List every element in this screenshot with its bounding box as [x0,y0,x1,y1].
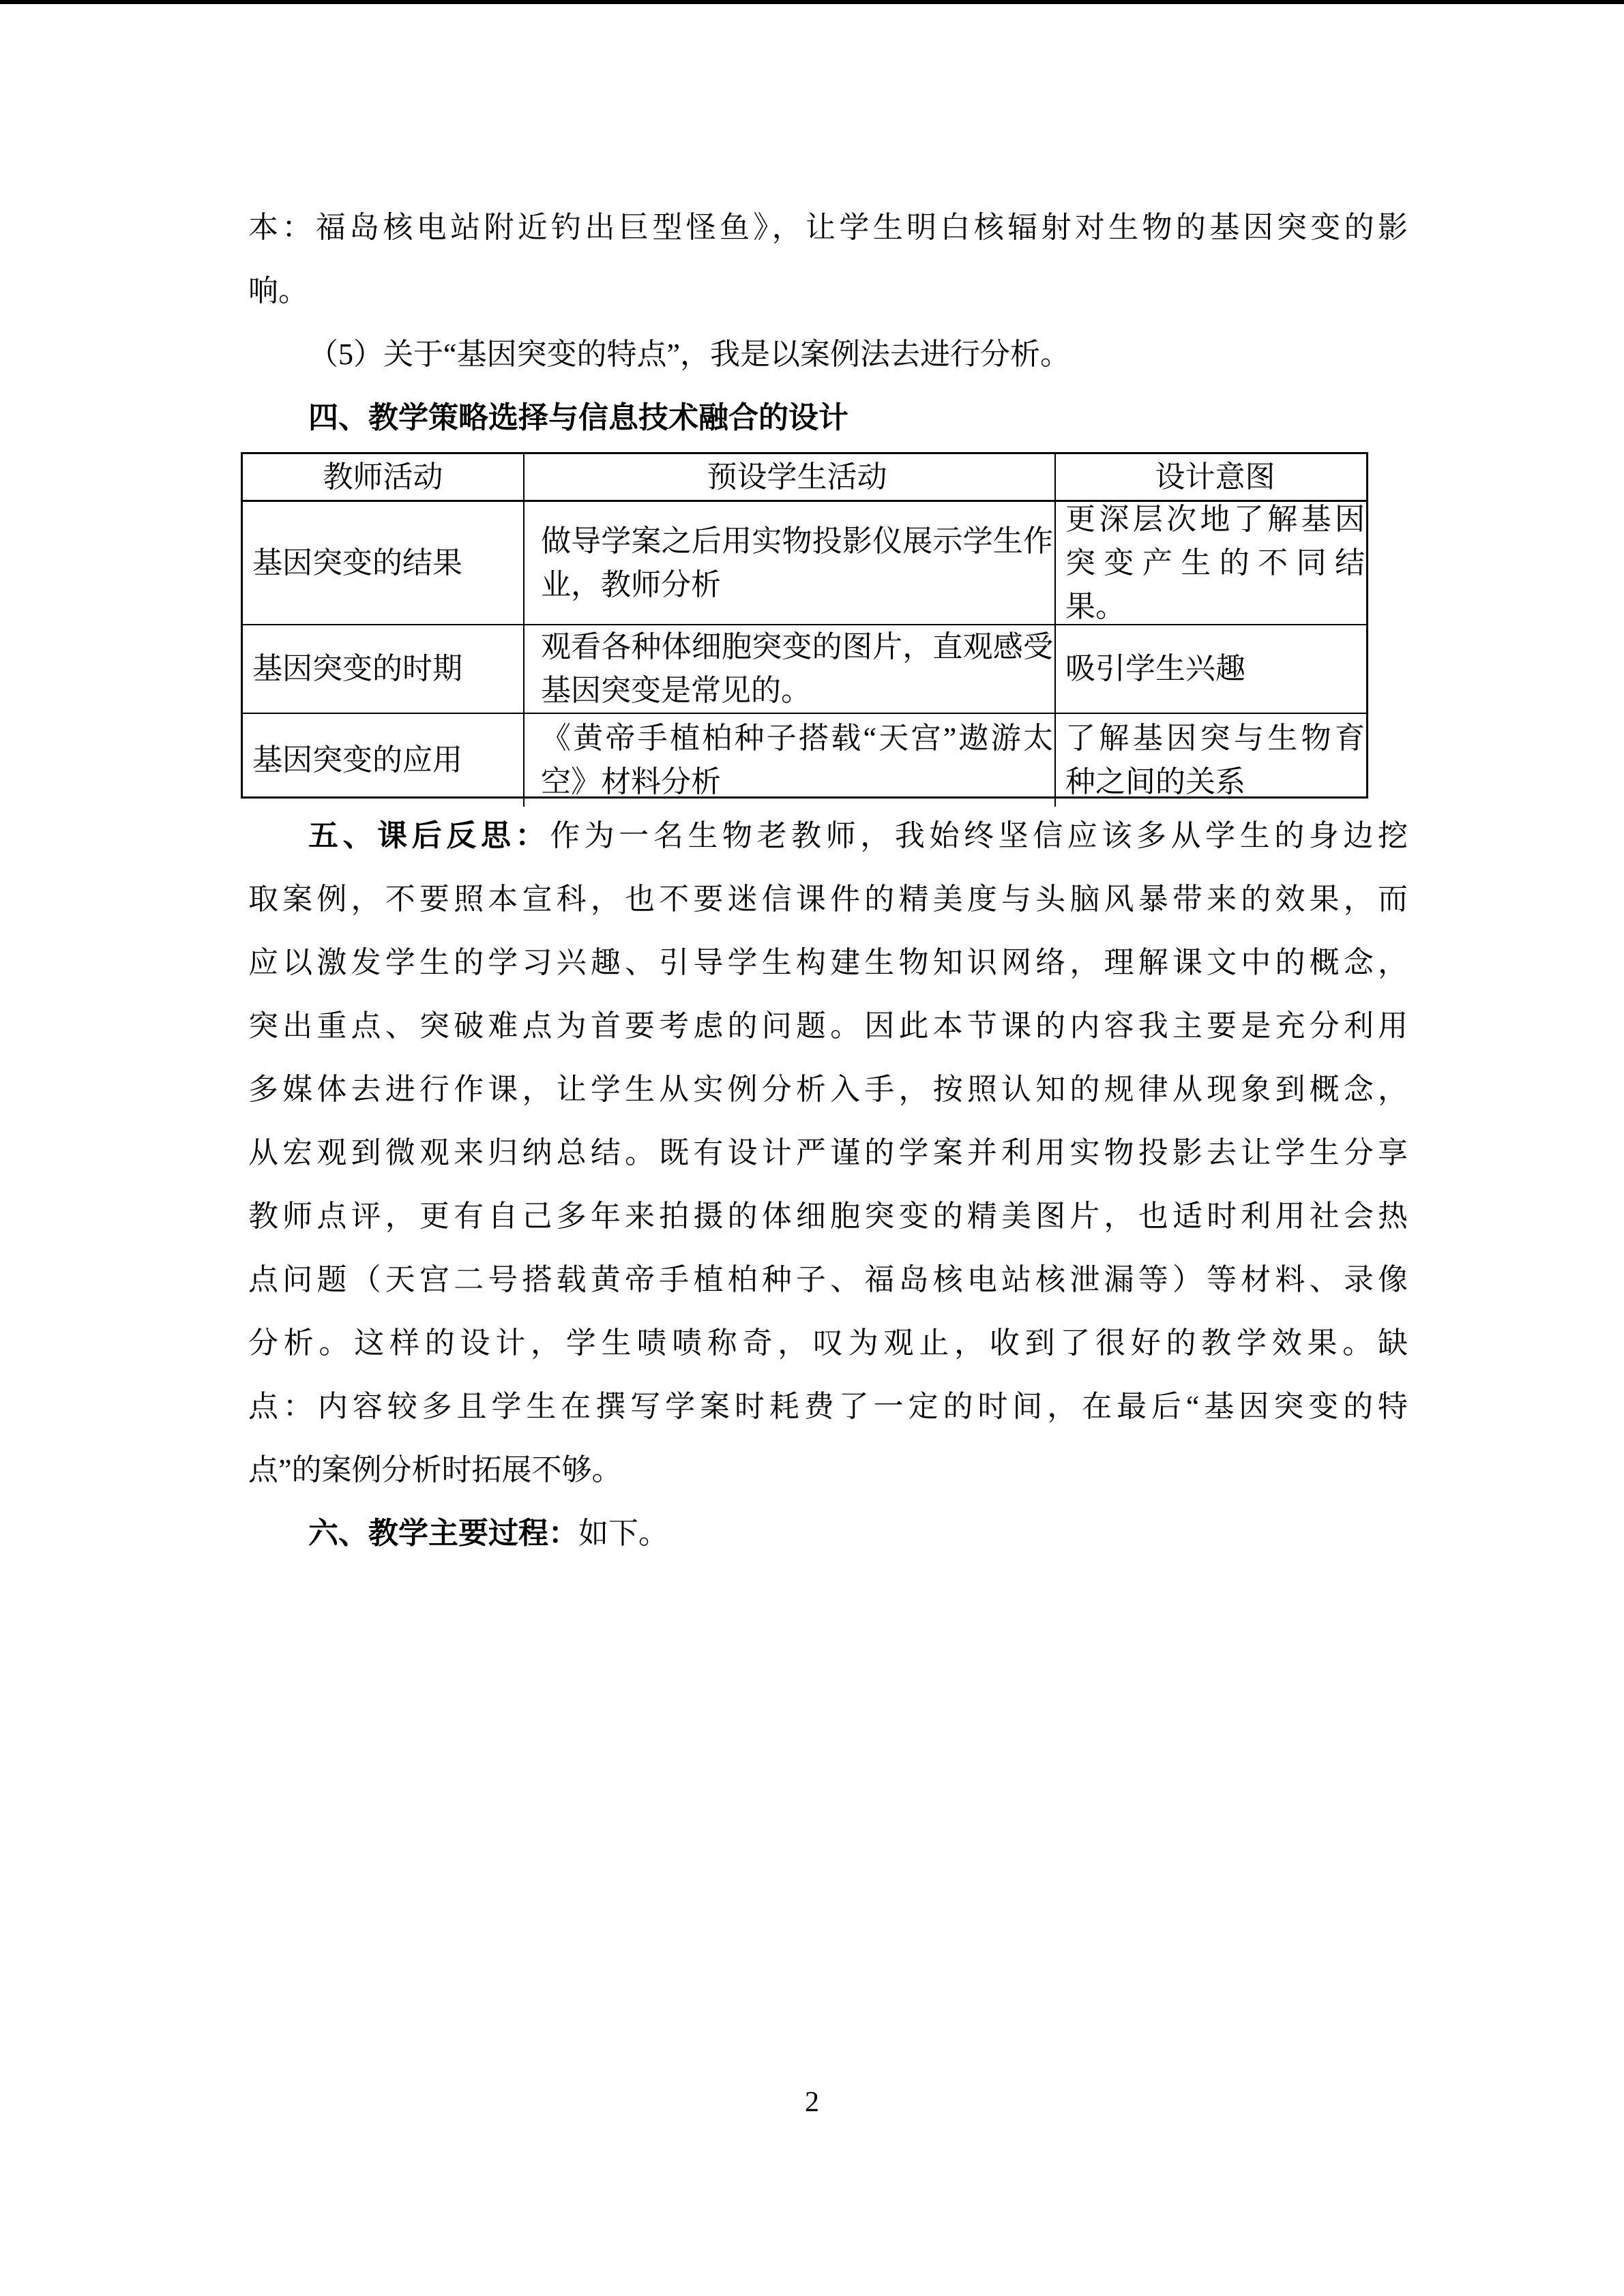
section6-rest: 如下。 [578,1517,668,1550]
text-line: 点问题（天宫二号搭载黄帝手植柏种子、福岛核电站核泄漏等）等材料、录像 [248,1263,1408,1296]
text-line: 从宏观到微观来归纳总结。既有设计严谨的学案并利用实物投影去让学生分享 [248,1136,1408,1169]
table-cell-text: 观看各种体细胞突变的图片，直观感受基因突变是常见的。 [541,630,1053,707]
table-cell-row1-teacher [243,502,525,625]
point5-line: （5）关于“基因突变的特点”，我是以案例法去进行分析。 [308,338,1071,371]
table-cell-row3-teacher [243,714,525,807]
text-line: 多媒体去进行作课，让学生从实例分析入手，按照认知的规律从现象到概念， [248,1073,1408,1106]
section6-lead: 六、教学主要过程： [308,1517,578,1550]
section5-first-line [248,804,1408,867]
text-line: 点”的案例分析时拓展不够。 [248,1453,622,1487]
text-line: 取案例，不要照本宣科，也不要迷信课件的精美度与头脑风暴带来的效果，而 [248,882,1408,916]
text-line: 分析。这样的设计，学生啧啧称奇，叹为观止，收到了很好的教学效果。缺 [248,1326,1408,1360]
table-cell-text: 了解基因突与生物育种之间的关系 [1065,721,1365,799]
page-number: 2 [805,2087,819,2118]
table-header-teacher-label: 教师活动 [323,460,443,494]
table-cell-text: 基因突变的时期 [252,652,462,685]
table-cell-row1-student [525,502,1056,625]
section5-lead: 五、课后反思： [308,819,550,852]
page-top-edge-bar [0,0,1624,4]
table-cell-text: 《黄帝手植柏种子搭载“天宫”遨游太空》材料分析 [541,721,1053,799]
lower-text-block [248,804,1408,1565]
section5-first-line-rest: 作为一名生物老教师，我始终坚信应该多从学生的身边挖 [550,819,1408,852]
text-line: 教师点评，更有自己多年来拍摄的体细胞突变的精美图片，也适时利用社会热 [248,1199,1408,1233]
text-line: 点：内容较多且学生在撰写学案时耗费了一定的时间，在最后“基因突变的特 [248,1390,1408,1423]
table-header-student [525,454,1056,502]
text-line: 响。 [248,274,308,308]
table-cell-row2-intent [1056,625,1366,714]
table-cell-text: 做导学案之后用实物投影仪展示学生作业，教师分析 [541,524,1053,601]
intro-paragraph [248,196,1408,323]
table-cell-text: 吸引学生兴趣 [1065,652,1245,685]
text-line: 应以激发学生的学习兴趣、引导学生构建生物知识网络，理解课文中的概念， [248,946,1408,979]
section6-line [248,1502,1408,1565]
table-cell-row3-student [525,714,1056,807]
table-cell-row1-intent [1056,502,1366,625]
table-cell-row2-student [525,625,1056,714]
table-header-teacher [243,454,525,502]
text-line: 本：福岛核电站附近钓出巨型怪鱼》，让学生明白核辐射对生物的基因突变的影 [248,211,1408,244]
section4-heading: 四、教学策略选择与信息技术融合的设计 [308,401,848,434]
text-line: 突出重点、突破难点为首要考虑的问题。因此本节课的内容我主要是充分利用 [248,1009,1408,1043]
table-cell-text: 更深层次地了解基因突变产生的不同结果。 [1065,502,1365,623]
activity-table [241,452,1368,799]
table-cell-text: 基因突变的结果 [252,546,462,580]
table-cell-row2-teacher [243,625,525,714]
table-header-intent-label: 设计意图 [1155,460,1275,494]
table-header-student-label: 预设学生活动 [707,460,887,494]
table-cell-text: 基因突变的应用 [252,743,462,777]
upper-text-block [248,196,1408,449]
table-cell-row3-intent [1056,714,1366,807]
table-header-intent [1056,454,1366,502]
reflection-paragraph [248,867,1408,1502]
